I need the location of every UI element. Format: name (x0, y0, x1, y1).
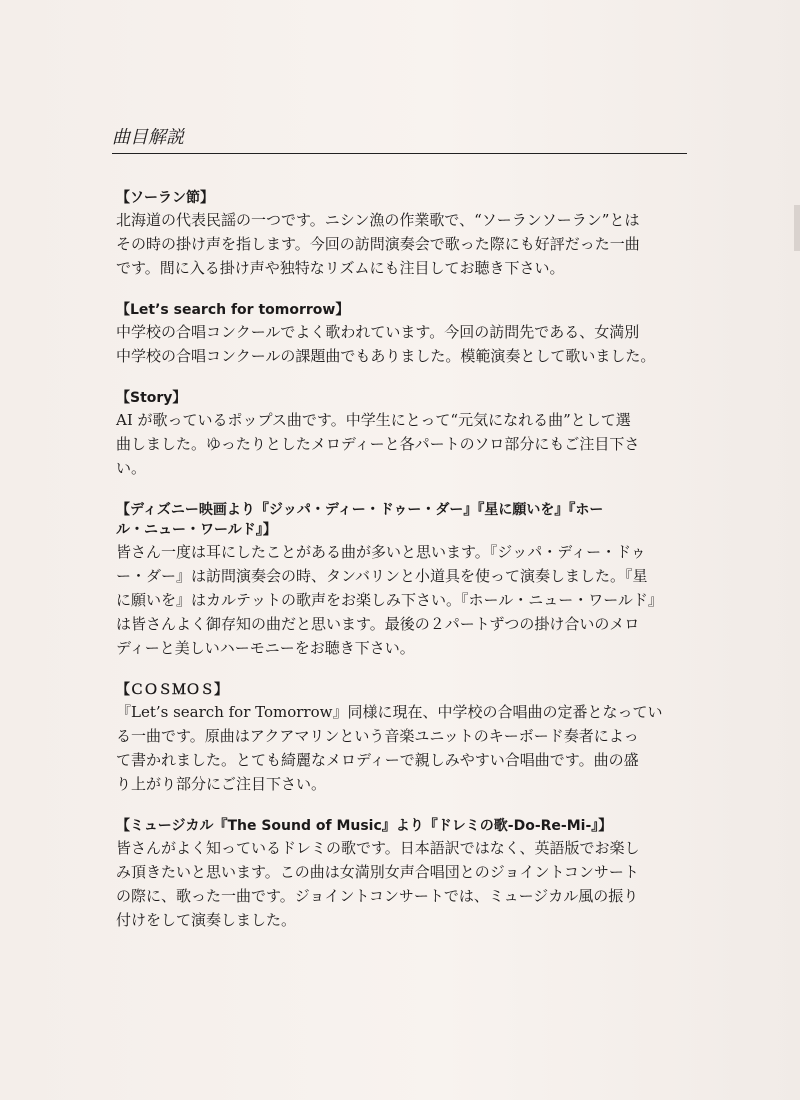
song-title: 【ミュージカル『The Sound of Music』より『ドレミの歌-Do-Re-Mi-』】 (116, 818, 613, 834)
song-description: AI が歌っているポップス曲です。中学生にとって“元気になれる曲”として選 曲しました。ゆったりとしたメロディーと各パートのソロ部分にもご注目下さ い。 (116, 411, 640, 477)
song-note-disney-medley (116, 500, 700, 660)
song-note-lets-search (116, 300, 700, 368)
song-description: 『Let’s search for Tomorrow』同様に現在、中学校の合唱曲の定番となってい る一曲です。原曲はアクアマリンという音楽ユニットのキーボード奏者によっ て書かれました。とても綺麗なメロディーで親しみやすい合唱曲です。曲の盛 り上がり部分にご注目下さい。 (116, 703, 663, 793)
song-title: 【ソーラン節】 (116, 190, 214, 206)
song-note-story (116, 388, 700, 480)
song-notes-list (116, 188, 700, 952)
song-description: 皆さんがよく知っているドレミの歌です。日本語訳ではなく、英語版でお楽し み頂きたいと思います。この曲は女満別女声合唱団とのジョイントコンサート の際に、歌った一曲です。ジョイントコンサートでは、ミュージカル風の振り 付けをして演奏しました。 (116, 839, 640, 929)
song-title: 【Let’s search for tomorrow】 (116, 302, 350, 318)
song-note-do-re-mi (116, 816, 700, 932)
song-note-soran (116, 188, 700, 280)
song-title: 【Story】 (116, 390, 187, 406)
song-description: 北海道の代表民謡の一つです。ニシン漁の作業歌で、“ソーランソーラン”とは その時の掛け声を指します。今回の訪問演奏会で歌った際にも好評だった一曲 です。間に入る掛け声や独特なリズムにも注目してお聴き下さい。 (116, 211, 640, 277)
paper-edge-mark (794, 205, 800, 251)
song-description: 皆さん一度は耳にしたことがある曲が多いと思います。『ジッパ・ディー・ドゥ ー・ダー』は訪問演奏会の時、タンバリンと小道具を使って演奏しました。『星 に願いを』はカルテットの歌声をお楽しみ下さい。『ホール・ニュー・ワールド』 は皆さんよく御存知の曲だと思います。最後の２パートずつの掛け合いのメロ ディーと美しいハーモニーをお聴き下さい。 (116, 543, 663, 657)
song-title: 【ＣＯＳＭＯＳ】 (116, 682, 228, 698)
song-title: 【ディズニー映画より『ジッパ・ディー・ドゥー・ダー』『星に願いを』『ホー ル・ニュー・ワールド』】 (116, 502, 604, 538)
page-header (112, 127, 687, 154)
song-description: 中学校の合唱コンクールでよく歌われています。今回の訪問先である、女満別 中学校の合唱コンクールの課題曲でもありました。模範演奏として歌いました。 (116, 323, 656, 365)
page-title: 曲目解説 (112, 127, 184, 148)
song-note-cosmos (116, 680, 700, 796)
